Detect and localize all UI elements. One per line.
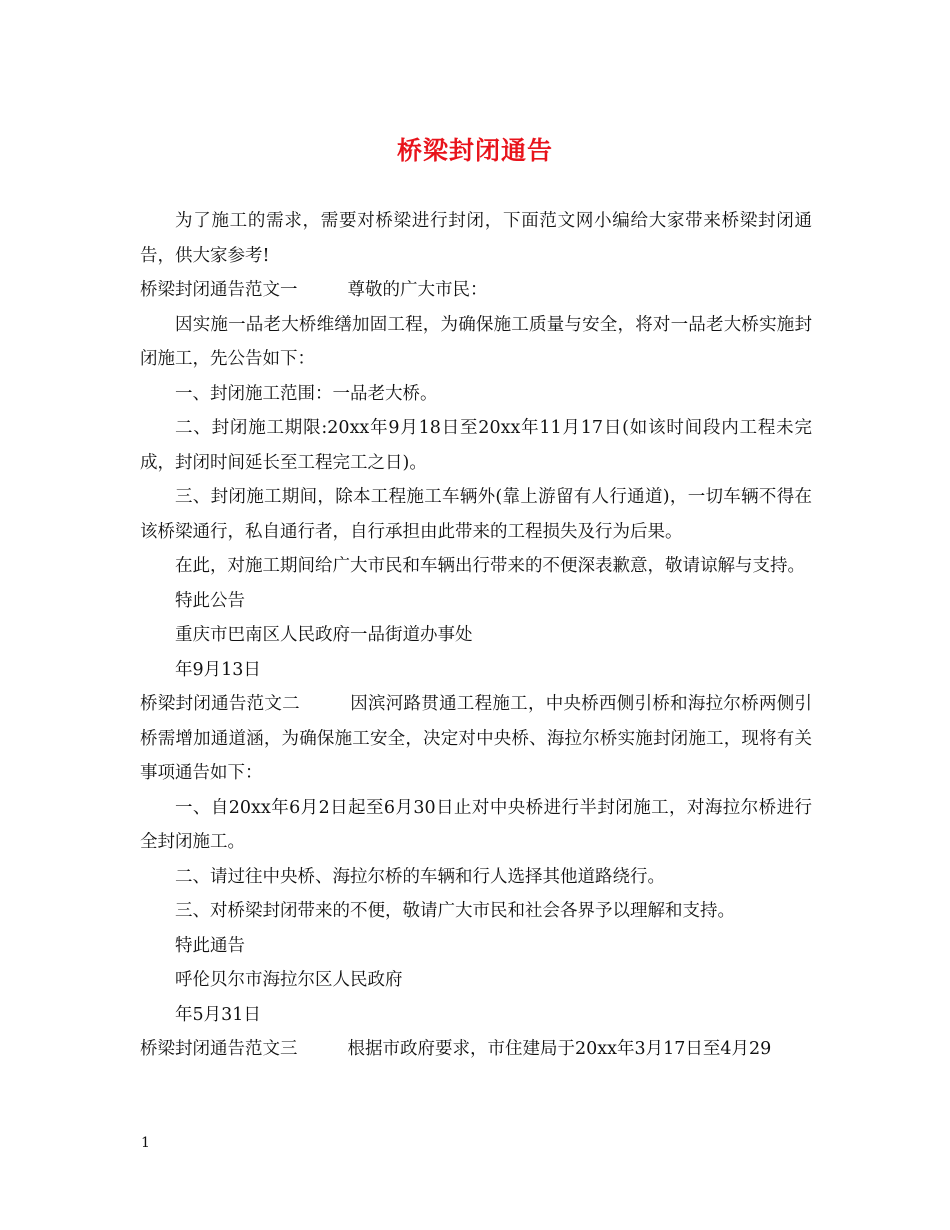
section-1-label: 桥梁封闭通告范文一	[140, 280, 298, 300]
section-3-heading-line	[140, 1032, 812, 1067]
section-2-date: 年5月31日	[175, 1004, 261, 1025]
section-2-item-3: 三、对桥梁封闭带来的不便，敬请广大市民和社会各界予以理解和支持。	[175, 901, 735, 921]
section-1-item-1: 一、封闭施工范围：一品老大桥。	[175, 383, 438, 404]
section-2-label: 桥梁封闭通告范文二	[140, 694, 300, 714]
page-number: 1	[141, 1135, 150, 1151]
section-2-item-1: 一、自20xx年6月2日起至6月30日止对中央桥进行半封闭施工，对海拉尔桥进行全封闭施工。	[140, 797, 812, 852]
section-1-item-3: 三、封闭施工期间，除本工程施工车辆外(靠上游留有人行通道)，一切车辆不得在该桥梁通行，私自通行者，自行承担由此带来的工程损失及行为后果。	[140, 487, 812, 542]
section-2-heading-line	[140, 687, 812, 791]
document-title: 桥梁封闭通告	[396, 136, 553, 165]
section-2-lead: 因滨河路贯通工程施工，中央桥西侧引桥和海拉尔桥两侧引桥需增加通道涵，为确保施工安全，决定对中央桥、海拉尔桥实施封闭施工，现将有关事项通告如下：	[140, 694, 813, 783]
intro-paragraph: 为了施工的需求，需要对桥梁进行封闭，下面范文网小编给大家带来桥梁封闭通告，供大家参考!	[140, 211, 812, 266]
section-1-greeting: 尊敬的广大市民：	[347, 280, 488, 300]
section-2-closing: 特此通告	[175, 935, 245, 956]
section-2-item-2: 二、请过往中央桥、海拉尔桥的车辆和行人选择其他道路绕行。	[175, 866, 665, 887]
section-1-heading-line	[140, 273, 812, 308]
section-2-signer: 呼伦贝尔市海拉尔区人民政府	[175, 970, 403, 990]
section-1-paragraph: 因实施一品老大桥维缮加固工程，为确保施工质量与安全，将对一品老大桥实施封闭施工，先公告如下：	[140, 314, 812, 369]
section-1-closing: 特此公告	[175, 590, 245, 611]
section-1-item-2: 二、封闭施工期限:20xx年9月18日至20xx年11月17日(如该时间段内工程未完成，封闭时间延长至工程完工之日)。	[140, 418, 812, 473]
section-1-signer: 重庆市巴南区人民政府一品街道办事处	[175, 625, 473, 645]
section-1-date: 年9月13日	[175, 659, 261, 680]
section-3-label: 桥梁封闭通告范文三	[140, 1039, 298, 1059]
document-body	[140, 204, 812, 1067]
section-3-lead: 根据市政府要求，市住建局于20xx年3月17日至4月29	[347, 1039, 772, 1059]
section-1-apology: 在此，对施工期间给广大市民和车辆出行带来的不便深表歉意，敬请谅解与支持。	[175, 556, 805, 576]
